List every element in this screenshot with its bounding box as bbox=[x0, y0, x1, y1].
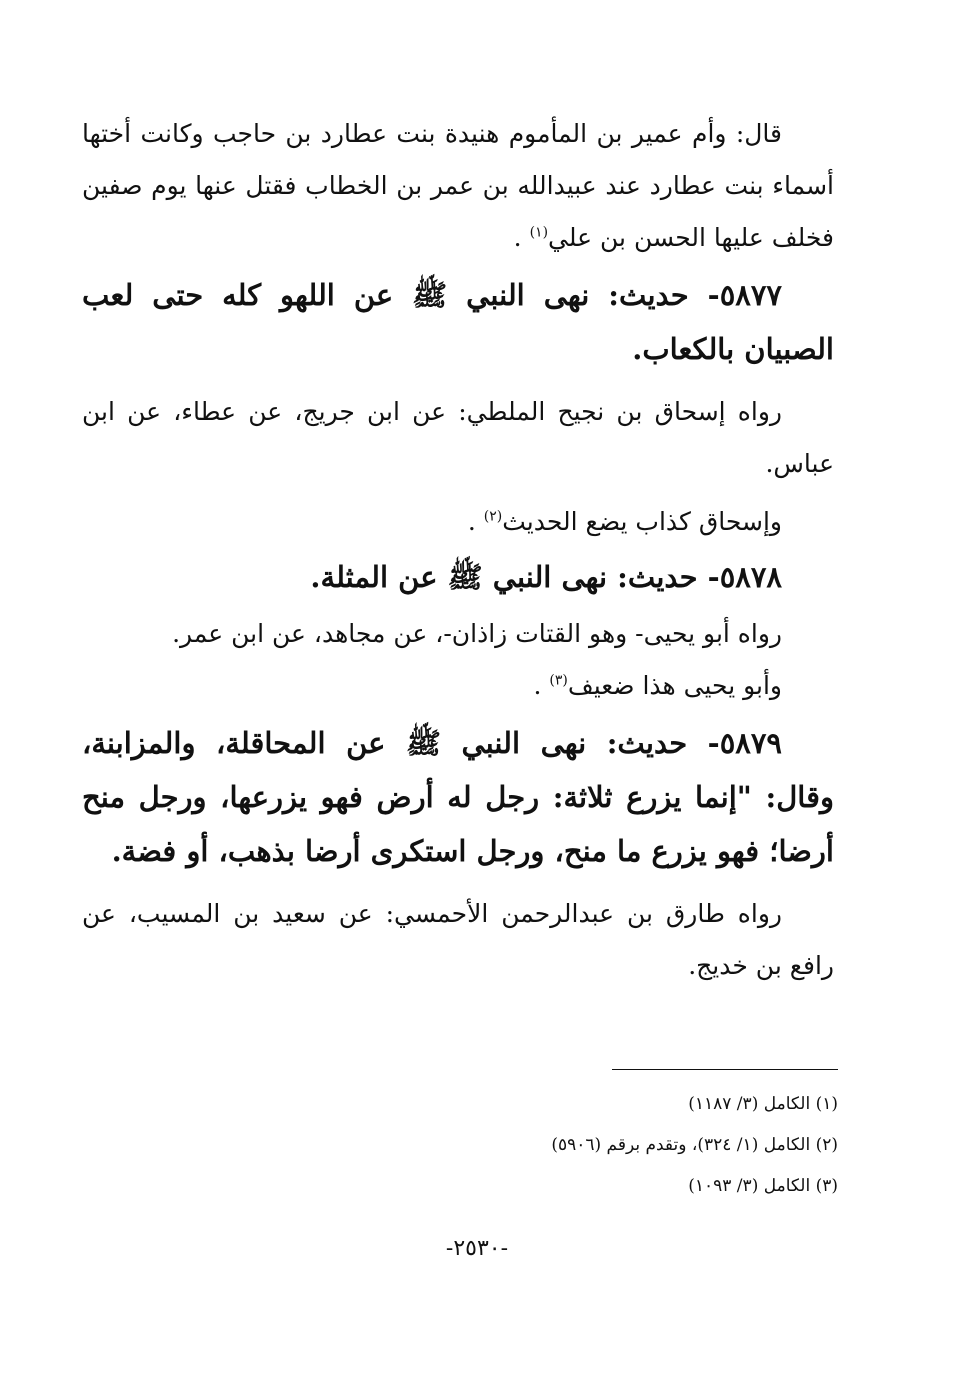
footnote-ref-3[interactable]: (٣) bbox=[549, 672, 568, 689]
footnote-1: (١) الكامل (٣/ ١١٨٧) bbox=[688, 1094, 838, 1114]
footnote-ref-2[interactable]: (٢) bbox=[483, 508, 503, 525]
paragraph-1-end: . bbox=[513, 223, 530, 252]
paragraph-3 bbox=[82, 496, 834, 548]
footnotes bbox=[380, 1084, 838, 1207]
footnote-2: (٢) الكامل (١/ ٣٢٤)، وتقدم برقم (٥٩٠٦) bbox=[551, 1135, 838, 1155]
paragraph-6: رواه طارق بن عبدالرحمن الأحمسي: عن سعيد بن المسيب، عن رافع بن خديج. bbox=[82, 899, 834, 980]
paragraph-2: رواه إسحاق بن نجيح الملطي: عن ابن جريج، عن عطاء، عن ابن عباس. bbox=[82, 397, 834, 478]
paragraph-1-text: قال: وأم عمير بن المأموم هنيدة بنت عطارد بن حاجب وكانت أختها أسماء بنت عطارد عند عبيدالله بن عمر بن الخطاب فقتل عنها يوم صفين فخلف عليها الحسن بن علي bbox=[82, 119, 834, 252]
hadith-heading-5877: ٥٨٧٧- حديث: نهى النبي ﷺ عن اللهو كله حتى لعب الصبيان بالكعاب. bbox=[82, 278, 834, 366]
hadith-heading-5879: ٥٨٧٩- حديث: نهى النبي ﷺ عن المحاقلة، والمزابنة، وقال: "إنما يزرع ثلاثة: رجل له أرض فهو يزرعها، ورجل منح أرضا؛ فهو يزرع ما منح، ورجل استكرى أرضا بذهب، أو فضة. bbox=[82, 726, 834, 868]
page-number: -٢٥٣٠- bbox=[445, 1236, 509, 1261]
paragraph-4: رواه أبو يحيى- وهو القتات زاذان-، عن مجاهد، عن ابن عمر. bbox=[172, 619, 782, 648]
footnote-ref-1[interactable]: (١) bbox=[529, 224, 549, 241]
paragraph-5-end: . bbox=[533, 671, 550, 700]
paragraph-3-end: . bbox=[467, 507, 484, 536]
paragraph-3-text: وإسحاق كذاب يضع الحديث bbox=[502, 507, 782, 536]
footnote-3: (٣) الكامل (٣/ ١٠٩٣) bbox=[688, 1176, 838, 1196]
main-text bbox=[82, 108, 834, 992]
paragraph-5 bbox=[82, 660, 834, 712]
hadith-heading-5878: ٥٨٧٨- حديث: نهى النبي ﷺ عن المثلة. bbox=[310, 560, 782, 594]
paragraph-1 bbox=[82, 108, 834, 264]
footnote-divider bbox=[612, 1069, 838, 1070]
paragraph-5-text: وأبو يحيى هذا ضعيف bbox=[567, 671, 782, 700]
